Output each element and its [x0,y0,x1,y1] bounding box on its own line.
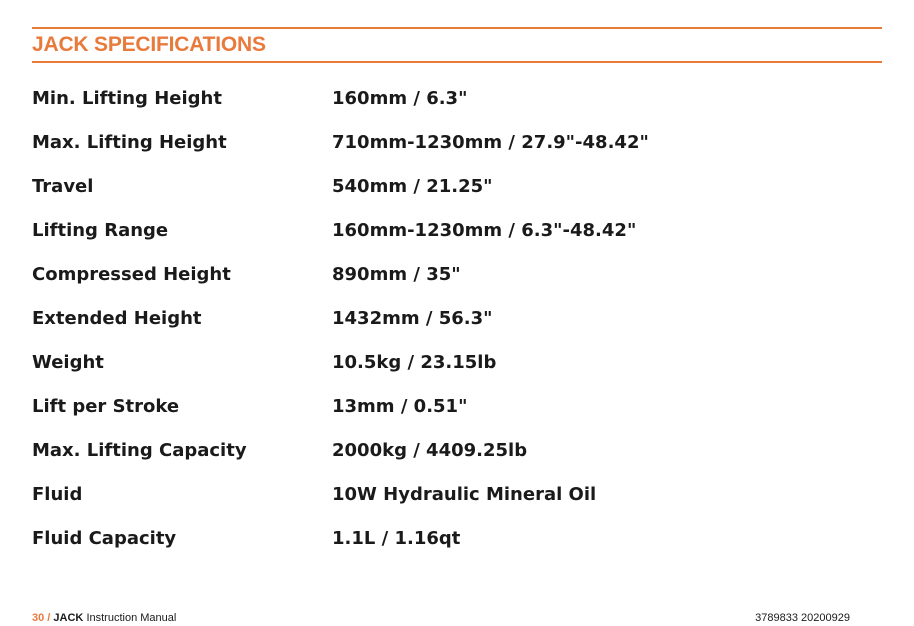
section-title: JACK SPECIFICATIONS [32,33,266,56]
footer-left [32,610,176,626]
spec-label: Weight [32,352,104,373]
spec-label: Fluid Capacity [32,528,177,549]
spec-label: Compressed Height [32,264,231,285]
document-code: 3789833 20200929 [755,612,850,624]
spec-row-compressed-height [32,253,882,297]
spec-label: Max. Lifting Capacity [32,440,247,461]
spec-row-travel [32,165,882,209]
spec-label: Extended Height [32,308,202,329]
spec-row-lift-per-stroke [32,385,882,429]
spec-label: Lifting Range [32,220,169,241]
spec-row-min-lifting-height [32,77,882,121]
spec-row-max-lifting-capacity [32,429,882,473]
spec-value: 10W Hydraulic Mineral Oil [332,484,597,505]
specifications-table [32,77,882,561]
spec-value: 13mm / 0.51" [332,396,468,417]
spec-row-fluid-capacity [32,517,882,561]
footer-brand: JACK [53,612,84,624]
spec-value: 160mm-1230mm / 6.3"-48.42" [332,220,637,241]
spec-label: Fluid [32,484,83,505]
spec-row-fluid [32,473,882,517]
spec-row-extended-height [32,297,882,341]
spec-value: 1432mm / 56.3" [332,308,493,329]
page-footer [32,610,850,626]
top-divider [32,27,882,29]
spec-value: 160mm / 6.3" [332,88,468,109]
spec-label: Min. Lifting Height [32,88,222,109]
page-number: 30 / [32,612,51,624]
spec-row-weight [32,341,882,385]
spec-value: 10.5kg / 23.15lb [332,352,497,373]
spec-value: 890mm / 35" [332,264,461,285]
title-underline [32,61,882,63]
spec-value: 1.1L / 1.16qt [332,528,461,549]
spec-label: Lift per Stroke [32,396,180,417]
spec-row-lifting-range [32,209,882,253]
spec-label: Travel [32,176,94,197]
footer-manual-title: Instruction Manual [86,612,177,624]
spec-row-max-lifting-height [32,121,882,165]
spec-value: 2000kg / 4409.25lb [332,440,528,461]
spec-value: 710mm-1230mm / 27.9"-48.42" [332,132,649,153]
spec-label: Max. Lifting Height [32,132,227,153]
spec-value: 540mm / 21.25" [332,176,493,197]
